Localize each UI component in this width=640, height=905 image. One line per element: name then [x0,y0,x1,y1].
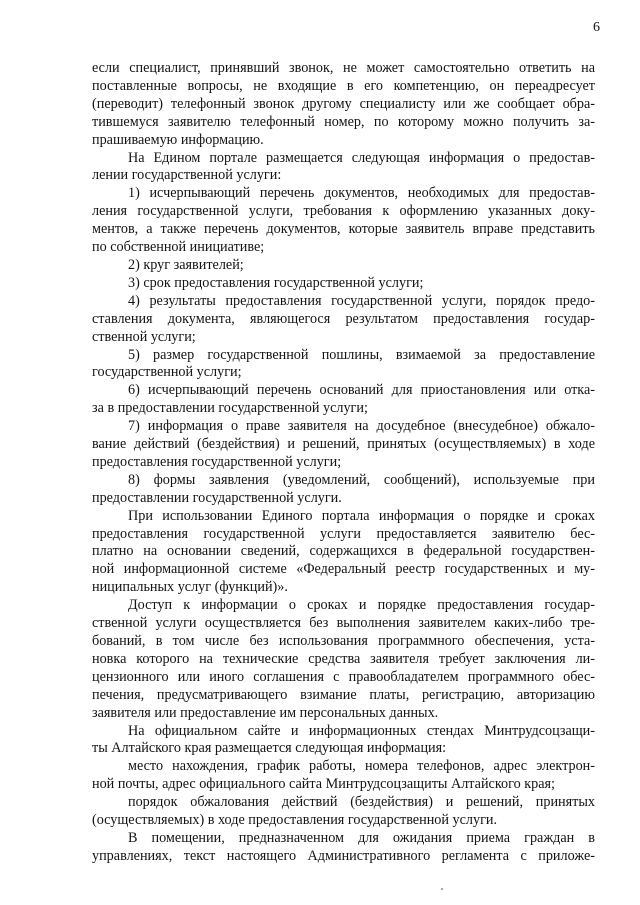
text-line: прашиваемую информацию. [92,131,264,148]
text-line: если специалист, принявший звонок, не может самостоятельно ответить на [92,60,595,76]
text-line: На официальном сайте и информационных стендах Минтрудсоцзащи- [128,722,595,739]
text-line: лении государственной услуги: [92,167,282,184]
list-item-line: 1) исчерпывающий перечень документов, необходимых для предостав- [128,185,595,202]
text-line: предоставлении государственной услуги. [92,489,342,506]
text-line: новка которого на технические средства заявителя требует заключения ли- [92,650,595,667]
text-line: На Едином портале размещается следующая информация о предостав- [128,149,595,166]
text-line: государственной услуги; [92,364,242,381]
text-line: ственной услуги осуществляется без выполнения заявителем каких-либо тре- [92,615,595,632]
text-line: (осуществляемых) в ходе предоставления государственной услуги. [92,812,498,829]
list-item-line: 3) срок предоставления государственной услуги; [128,274,424,291]
list-item-line: 4) результаты предоставления государственной услуги, порядок предо- [128,292,595,309]
text-line: ной почты, адрес официального сайта Минтрудсоцзащиты Алтайского края; [92,776,555,793]
text-line: управлениях, текст настоящего Административного регламента с приложе- [92,847,595,864]
text-line: предоставления государственной услуги; [92,453,342,470]
text-line: ной информационной системе «Федеральный реестр государственных и му- [92,561,595,578]
scan-speck [441,888,443,890]
text-line: ления государственной услуги, требования к оформлению указанных доку- [92,203,595,220]
list-item-line: 7) информация о праве заявителя на досудебное (внесудебное) обжало- [128,418,595,435]
list-item-line: 8) формы заявления (уведомлений, сообщений), используемые при [128,471,595,488]
document-body [92,60,595,866]
list-item-line: 6) исчерпывающий перечень оснований для приостановления или отка- [128,382,595,399]
text-line: ты Алтайского края размещается следующая информация: [92,740,447,757]
text-line: вание действий (бездействия) и решений, принятых (осуществляемых) в ходе [92,436,595,453]
text-line: цензионного или иного соглашения с правообладателем программного обес- [92,668,595,685]
text-line: поставленные вопросы, не входящие в его компетенцию, он переадресует [92,77,595,94]
text-line: ставления документа, являющегося результатом предоставления государ- [92,310,595,327]
list-item-line: 5) размер государственной пошлины, взимаемой за предоставление [128,346,595,363]
page-number: 6 [593,20,600,35]
text-line: ственной услуги; [92,328,196,345]
text-line: ментов, а также перечень документов, которые заявитель вправе представить [92,221,595,238]
text-line: ниципальных услуг (функций)». [92,579,288,596]
text-line: При использовании Единого портала информация о порядке и сроках [128,507,595,524]
list-item-line: порядок обжалования действий (бездействия) и решений, принятых [128,794,595,811]
text-line: платно на основании сведений, содержащихся в федеральной государствен- [92,543,595,560]
text-line: за в предоставлении государственной услуги; [92,400,368,417]
text-line: по собственной инициативе; [92,239,265,256]
list-item-line: 2) круг заявителей; [128,256,244,273]
list-item-line: место нахождения, график работы, номера телефонов, адрес электрон- [128,758,595,775]
text-line: бований, в том числе без использования программного обеспечения, уста- [92,633,595,649]
text-line: (переводит) телефонный звонок другому специалисту или же сообщает обра- [92,95,595,112]
text-line: заявителя или предоставление им персональных данных. [92,704,439,721]
text-line: Доступ к информации о сроках и порядке предоставления государ- [128,597,595,614]
text-line: предоставления государственной услуги предоставляется заявителю бес- [92,525,595,542]
text-line: тившемуся заявителю телефонный номер, по которому можно получить за- [92,113,595,130]
text-line: В помещении, предназначенном для ожидания приема граждан в [128,829,595,846]
text-line: печения, предусматривающего взимание платы, регистрацию, авторизацию [92,686,595,703]
